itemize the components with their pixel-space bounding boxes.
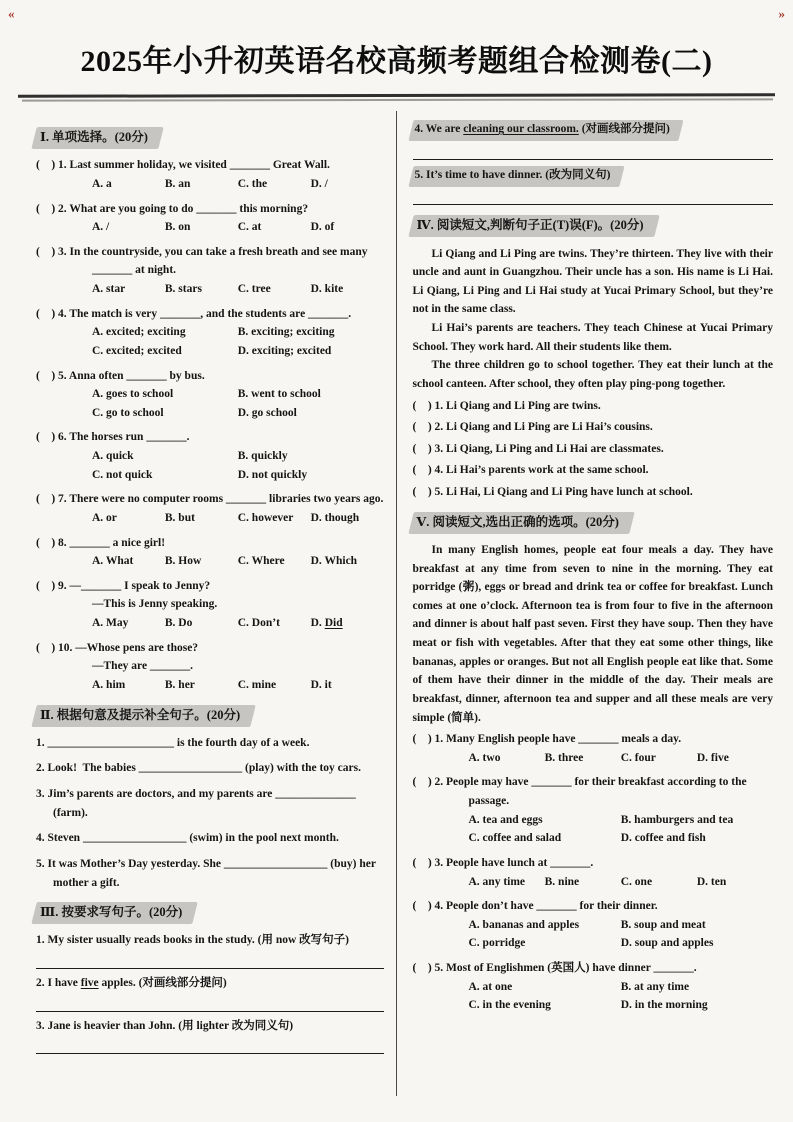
passage-paragraph: Li Hai’s parents are teachers. They teach Chinese at Yucai Primary School. They work hard. All their students like them. xyxy=(412,322,773,353)
section-5-passage xyxy=(413,541,774,727)
option: B. at any time xyxy=(620,980,690,993)
option: D. exciting; excited xyxy=(237,344,332,357)
option-row xyxy=(36,466,384,485)
option: B. soup and meat xyxy=(620,918,706,931)
rewrite-question-row xyxy=(413,119,774,141)
question-text: ( ) 10. —Whose pens are those? —They are _______. xyxy=(36,641,199,673)
option: A. at one xyxy=(468,980,513,993)
option-rows xyxy=(36,218,384,237)
two-column-body xyxy=(14,111,779,1096)
option: C. at xyxy=(237,221,262,234)
option: B. her xyxy=(164,678,195,691)
corner-mark-right-icon: » xyxy=(778,6,785,21)
question-text: ( ) 3. People have lunch at _______. xyxy=(412,856,594,869)
rewrite-question-text: 2. I have five apples. (对画线部分提问) xyxy=(36,977,227,989)
option: A. quick xyxy=(92,450,134,462)
option-rows xyxy=(36,323,384,360)
question-text: ( ) 2. People may have _______ for their breakfast according to the passage. xyxy=(412,776,747,807)
mc-question xyxy=(36,305,384,361)
rewrite-question xyxy=(36,1017,384,1055)
option: A. tea and eggs xyxy=(468,813,543,826)
true-false-statement: ( ) 3. Li Qiang, Li Ping and Li Hai are classmates. xyxy=(412,442,664,455)
section-3-header: Ⅲ. 按要求写句子。(20分) xyxy=(36,901,192,924)
section-2-items xyxy=(36,734,384,892)
section-4-header: Ⅳ. 阅读短文,判断句子正(T)误(F)。(20分) xyxy=(413,214,654,237)
rewrite-question xyxy=(36,931,384,969)
option: C. one xyxy=(620,875,653,888)
option: B. went to school xyxy=(237,388,321,401)
option-row xyxy=(413,873,774,892)
option: D. not quickly xyxy=(237,468,308,481)
option-row xyxy=(36,509,384,528)
left-column xyxy=(14,111,397,1096)
mc-question xyxy=(36,243,384,299)
mc-question xyxy=(36,639,384,695)
option: D. / xyxy=(310,177,328,190)
option-rows xyxy=(413,811,774,848)
option: B. stars xyxy=(164,283,202,295)
mc-question xyxy=(413,897,774,953)
option: C. Where xyxy=(237,555,285,568)
true-false-statement: ( ) 4. Li Hai’s parents work at the same school. xyxy=(412,464,649,477)
option-row xyxy=(413,811,774,830)
option: B. hamburgers and tea xyxy=(620,813,734,826)
true-false-statement: ( ) 5. Li Hai, Li Qiang and Li Ping have lunch at school. xyxy=(412,486,693,498)
option: B. three xyxy=(544,751,584,764)
option-row xyxy=(413,934,774,953)
option: B. an xyxy=(164,177,191,190)
option-row xyxy=(413,978,774,997)
section-5-header-row xyxy=(413,511,774,534)
passage-paragraph: Li Qiang and Li Ping are twins. They’re thirteen. They live with their uncle and aunt in Guangzhou. Their uncle has a son. His name is Li Hai. Li Qiang, Li Ping and Li Hai study at Yucai Primary School, but they’re not in the same class. xyxy=(412,247,773,316)
mc-question xyxy=(36,490,384,527)
rewrite-question xyxy=(36,974,384,1012)
option: C. coffee and salad xyxy=(468,832,562,845)
option: A. two xyxy=(468,751,501,764)
rewrite-question-text: 1. My sister usually reads books in the study. (用 now 改写句子) xyxy=(36,934,349,947)
mc-question xyxy=(413,773,774,848)
mc-question xyxy=(36,577,384,633)
option-row xyxy=(413,996,774,1015)
option-row xyxy=(36,676,384,695)
option: D. kite xyxy=(310,283,344,295)
corner-mark-left-icon: « xyxy=(8,6,15,21)
option: A. What xyxy=(92,555,134,568)
option-rows xyxy=(36,447,384,484)
option-rows xyxy=(413,873,774,892)
option-row xyxy=(36,385,384,404)
section-1-header-row xyxy=(36,126,384,149)
section-5-header: Ⅴ. 阅读短文,选出正确的选项。(20分) xyxy=(413,511,629,534)
option: C. excited; excited xyxy=(92,344,182,357)
option-row xyxy=(36,323,384,342)
option-rows xyxy=(413,978,774,1015)
option: C. porridge xyxy=(468,937,526,950)
option-row xyxy=(36,175,384,194)
question-text: ( ) 5. Most of Englishmen (英国人) have dinner _______. xyxy=(412,962,697,974)
section-1-questions xyxy=(36,156,384,694)
option-row xyxy=(36,280,384,299)
true-false-statement: ( ) 2. Li Qiang and Li Ping are Li Hai’s cousins. xyxy=(412,421,653,434)
option-rows xyxy=(36,509,384,528)
option-row xyxy=(36,404,384,423)
option: D. five xyxy=(696,751,729,764)
option: C. however xyxy=(237,511,294,524)
option-rows xyxy=(36,552,384,571)
option-rows xyxy=(36,385,384,422)
rewrite-question-text: 4. We are cleaning our classroom. (对画线部分提问) xyxy=(413,119,678,141)
option: A. bananas and apples xyxy=(468,918,580,931)
option-rows xyxy=(36,614,384,633)
question-text: ( ) 9. —_______ I speak to Jenny? —This is Jenny speaking. xyxy=(36,579,218,611)
option: A. him xyxy=(92,678,126,691)
option: C. four xyxy=(620,751,656,764)
section-4-passage xyxy=(413,245,774,394)
rewrite-question-row xyxy=(413,165,774,187)
true-false-statement: ( ) 1. Li Qiang and Li Ping are twins. xyxy=(412,399,601,412)
fill-in-question: 1. ______________________ is the fourth day of a week. xyxy=(36,736,310,749)
option-rows xyxy=(36,280,384,299)
section-4-header-row xyxy=(413,214,774,237)
option-row xyxy=(36,447,384,466)
option: B. Do xyxy=(164,617,193,629)
rewrite-question xyxy=(413,119,774,160)
question-text: ( ) 6. The horses run _______. xyxy=(36,431,190,444)
option: D. ten xyxy=(696,875,727,888)
option: C. in the evening xyxy=(468,999,551,1012)
option: C. mine xyxy=(237,678,277,691)
mc-question xyxy=(36,428,384,484)
mc-question xyxy=(413,730,774,767)
option-rows xyxy=(413,749,774,768)
option-rows xyxy=(36,676,384,695)
option: A. any time xyxy=(468,875,526,888)
fill-in-question: 4. Steven __________________ (swim) in the pool next month. xyxy=(36,832,339,845)
option: D. it xyxy=(310,678,332,691)
option: A. or xyxy=(92,511,117,524)
option: C. go to school xyxy=(92,406,164,419)
option-row xyxy=(413,829,774,848)
right-column xyxy=(397,111,780,1096)
option: D. go school xyxy=(237,406,297,419)
question-text: ( ) 5. Anna often _______ by bus. xyxy=(36,369,205,382)
option: C. Don’t xyxy=(237,617,280,629)
section-5-questions xyxy=(413,730,774,1015)
question-text: ( ) 4. The match is very _______, and the students are _______. xyxy=(36,307,352,320)
option: D. though xyxy=(310,511,360,524)
section-2-header-row xyxy=(36,704,384,727)
question-text: ( ) 4. People don’t have _______ for their dinner. xyxy=(412,900,658,913)
option: A. star xyxy=(92,283,126,295)
mc-question xyxy=(36,200,384,237)
answer-line xyxy=(36,994,384,1012)
question-text: ( ) 3. In the countryside, you can take a fresh breath and see many _______ at night. xyxy=(36,245,368,277)
section-2-header: Ⅱ. 根据句意及提示补全句子。(20分) xyxy=(36,704,250,727)
option: A. excited; exciting xyxy=(92,326,186,339)
option: D. in the morning xyxy=(620,999,708,1012)
option: C. not quick xyxy=(92,468,153,481)
option-row xyxy=(36,614,384,633)
section-3-items xyxy=(36,931,384,1054)
passage-paragraph: The three children go to school together. They eat their lunch at the school canteen. After school, they often play ping-pong together. xyxy=(412,359,773,390)
option: D. Which xyxy=(310,555,358,568)
title-divider xyxy=(18,94,775,105)
section-3-header-row xyxy=(36,901,384,924)
mc-question xyxy=(413,854,774,891)
option-rows xyxy=(413,916,774,953)
mc-question xyxy=(36,367,384,423)
option: C. tree xyxy=(237,283,271,295)
option: D. Did xyxy=(310,617,343,629)
fill-in-question: 3. Jim’s parents are doctors, and my parents are ______________ (farm). xyxy=(36,788,356,819)
answer-line xyxy=(36,951,384,969)
option: B. quickly xyxy=(237,450,288,462)
option-row xyxy=(413,916,774,935)
option-row xyxy=(413,749,774,768)
option-row xyxy=(36,218,384,237)
exam-title: 2025年小升初英语名校高频考题组合检测卷(二) xyxy=(80,45,713,78)
answer-line xyxy=(36,1036,384,1054)
fill-in-question: 2. Look! The babies __________________ (play) with the toy cars. xyxy=(36,762,361,775)
question-text: ( ) 1. Last summer holiday, we visited _______ Great Wall. xyxy=(36,159,330,172)
rewrite-question-text: 3. Jane is heavier than John. (用 lighter 改为同义句) xyxy=(36,1019,294,1032)
fill-in-question: 5. It was Mother’s Day yesterday. She __________________ (buy) her mother a gift. xyxy=(36,857,376,889)
mc-question xyxy=(36,156,384,193)
option: A. / xyxy=(92,221,110,234)
section-4-items xyxy=(413,397,774,502)
question-text: ( ) 1. Many English people have _______ meals a day. xyxy=(412,733,682,746)
answer-line xyxy=(413,187,774,205)
section-3-continued-items xyxy=(413,119,774,205)
option: B. exciting; exciting xyxy=(237,326,335,339)
option: B. nine xyxy=(544,875,580,888)
passage-paragraph: In many English homes, people eat four meals a day. They have breakfast at any time from seven to nine in the morning. They eat porridge (粥), eggs or bread and drink tea or coffee for breakfast. Lunch comes at one o’clock. Afternoon tea is from four to five in the afternoon and dinner is about half past seven. First they have soup. Then they have meat or fish with vegetables. After that they eat some other things, like bananas, apples or oranges. But not all English people eat like that. Some of them have their dinner in the middle of the day. Their meals are breakfast, dinner, afternoon tea and supper and all these meals are very simple (简单). xyxy=(412,543,773,724)
option: B. How xyxy=(164,555,202,568)
mc-question xyxy=(36,534,384,571)
rewrite-question xyxy=(413,165,774,206)
option: B. on xyxy=(164,221,191,234)
question-text: ( ) 2. What are you going to do _______ this morning? xyxy=(36,202,309,215)
section-1-header: Ⅰ. 单项选择。(20分) xyxy=(36,126,158,149)
option: C. the xyxy=(237,177,268,190)
question-text: ( ) 8. _______ a nice girl! xyxy=(36,536,166,549)
answer-line xyxy=(413,142,774,160)
option: A. May xyxy=(92,617,129,629)
option-rows xyxy=(36,175,384,194)
mc-question xyxy=(413,959,774,1015)
option: D. soup and apples xyxy=(620,937,714,950)
question-text: ( ) 7. There were no computer rooms _______ libraries two years ago. xyxy=(36,493,384,506)
option: D. coffee and fish xyxy=(620,832,706,845)
option: A. a xyxy=(92,177,112,190)
option: D. of xyxy=(310,221,335,234)
option-row xyxy=(36,342,384,361)
option-row xyxy=(36,552,384,571)
option: A. goes to school xyxy=(92,388,174,401)
option: B. but xyxy=(164,511,195,524)
rewrite-question-text: 5. It’s time to have dinner. (改为同义句) xyxy=(413,165,619,187)
